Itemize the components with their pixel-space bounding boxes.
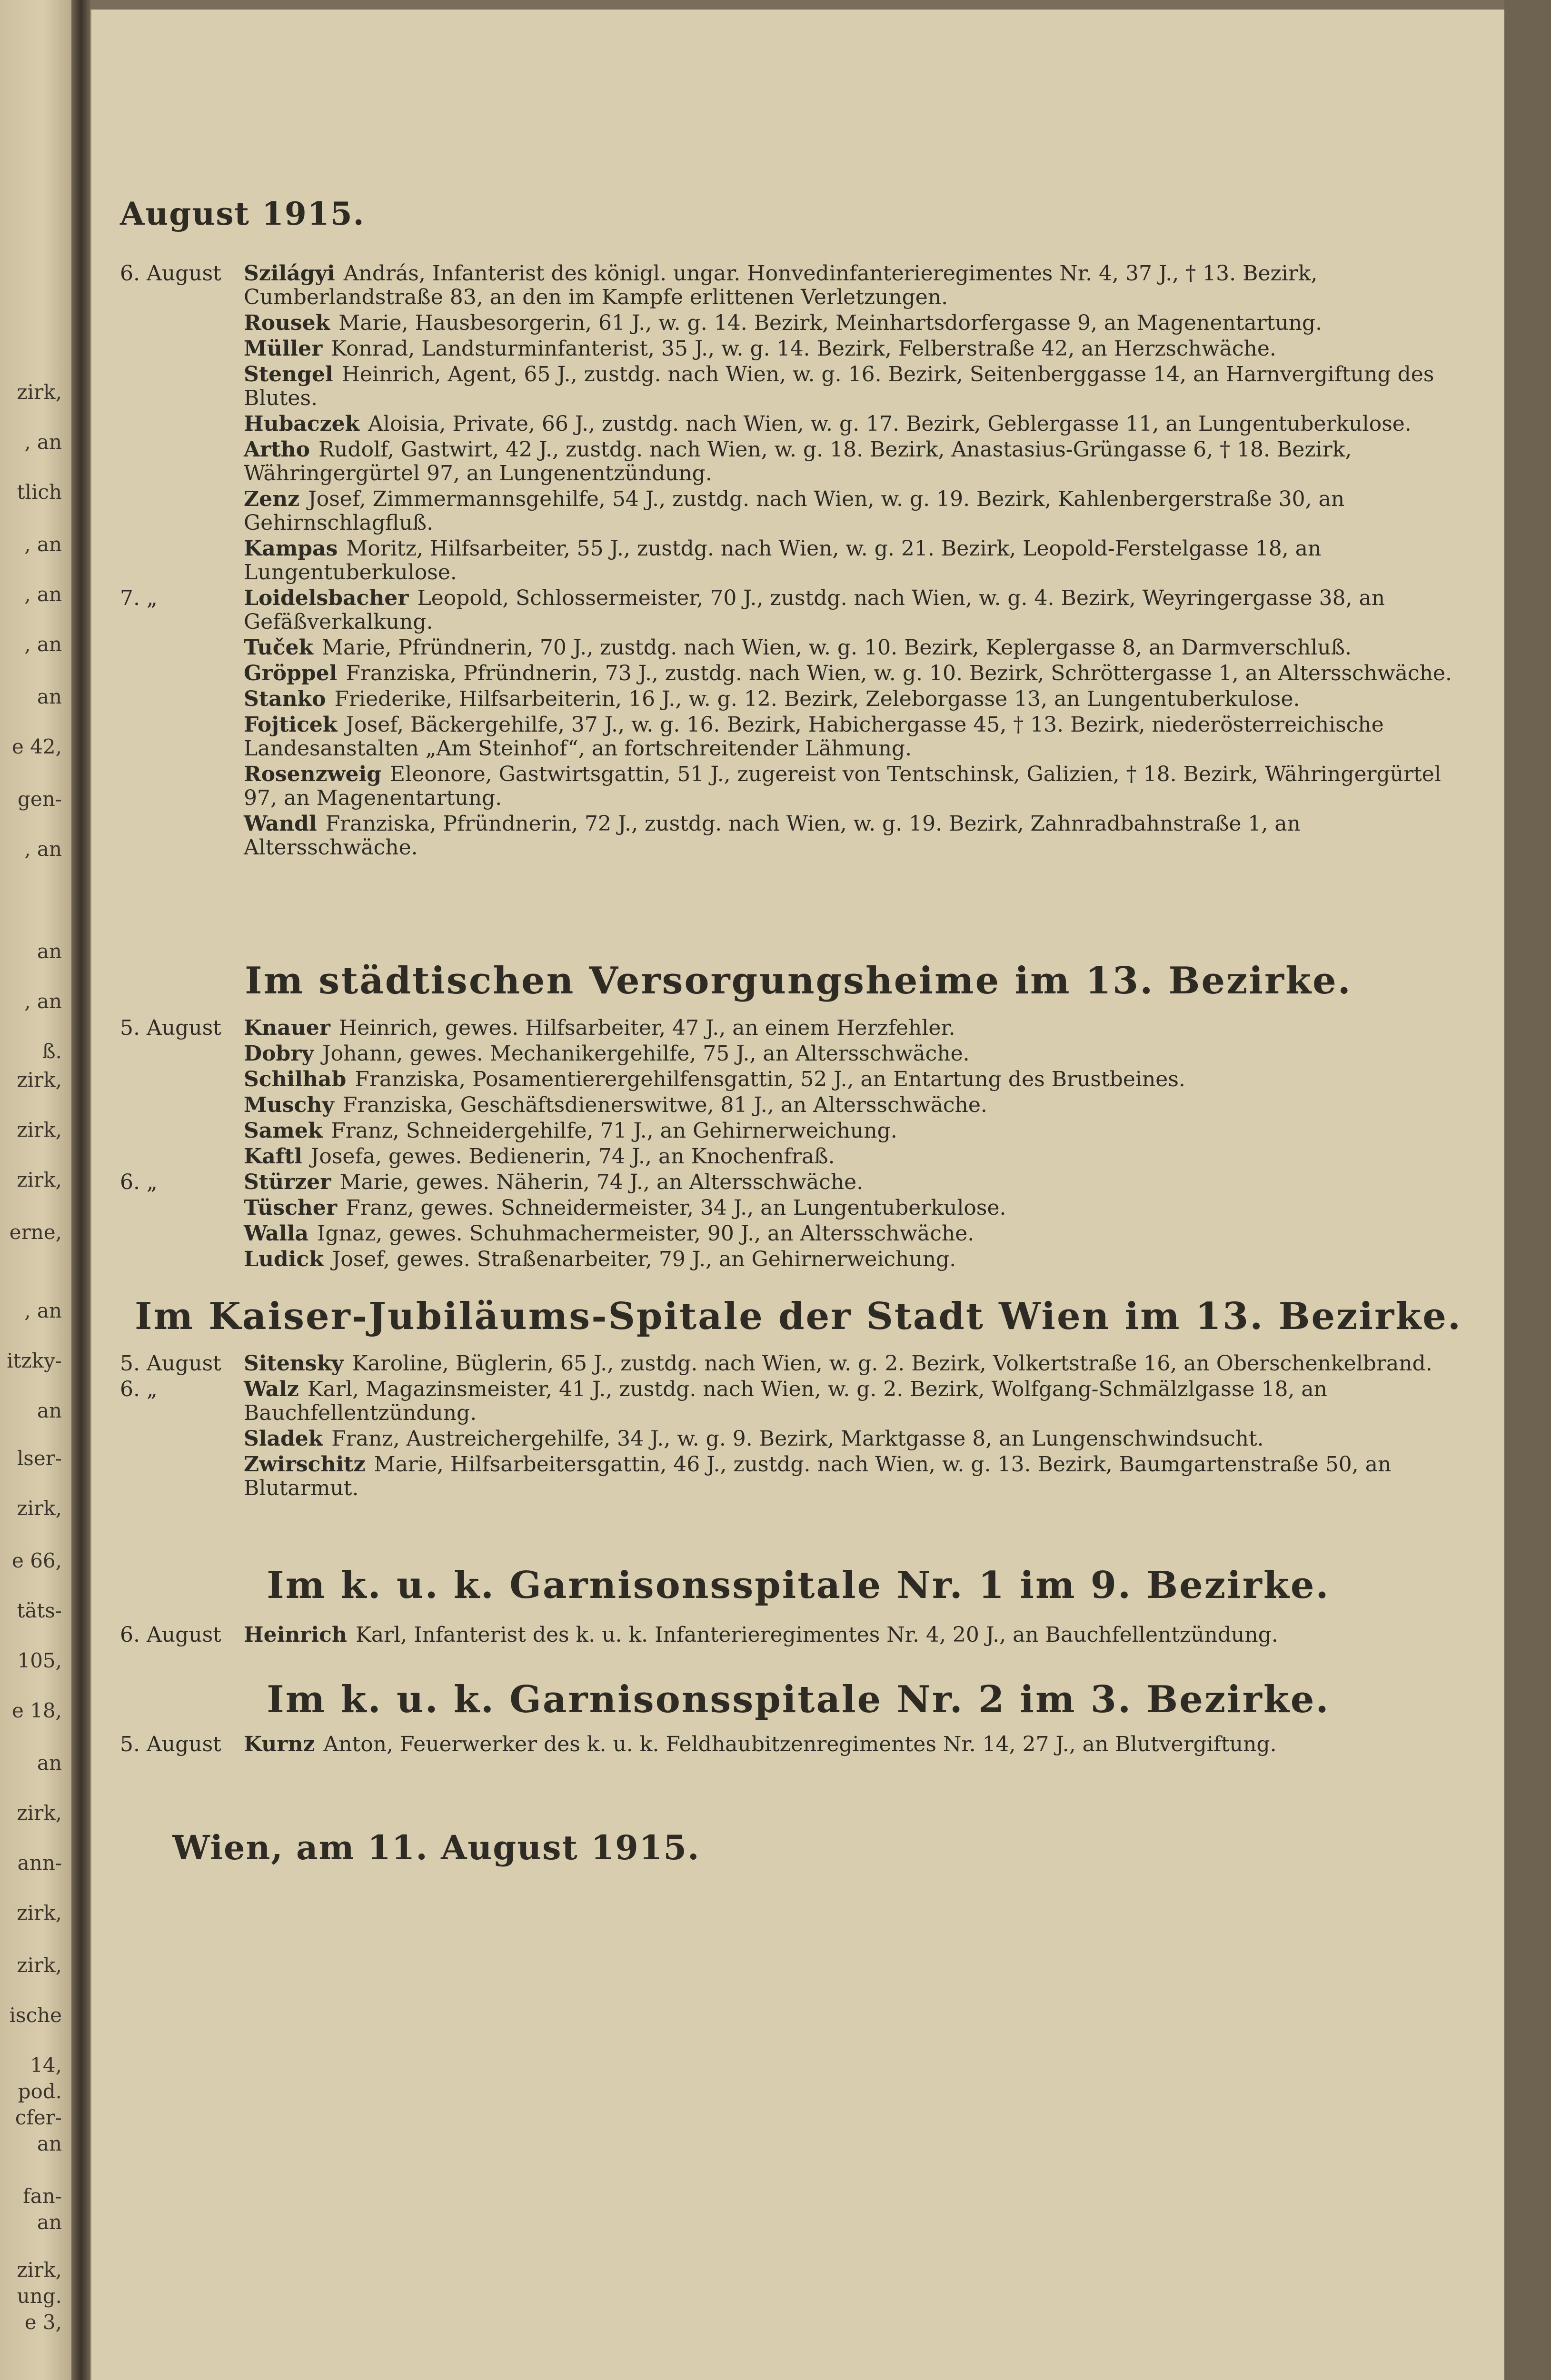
register-entry	[120, 311, 1453, 335]
facing-page-fragment: , an	[24, 633, 62, 656]
deceased-surname: Sladek	[244, 1427, 323, 1451]
deceased-surname: Stürzer	[244, 1170, 331, 1194]
facing-page-fragment: zirk,	[17, 2258, 62, 2281]
facing-page-fragment: ung.	[17, 2284, 62, 2308]
register-entry	[120, 1378, 1453, 1425]
facing-page-fragment: an	[37, 2132, 62, 2155]
deceased-surname: Tuček	[244, 635, 313, 660]
entry-details: Karl, Infanterist des k. u. k. Infanterieregimentes Nr. 4, 20 J., an Bauchfellentzündung.	[355, 1623, 1278, 1647]
deceased-surname: Muschy	[244, 1093, 334, 1117]
register-entry	[120, 363, 1453, 410]
register-entry	[120, 1222, 1453, 1246]
entry-details: Franz, gewes. Schneidermeister, 34 J., an Lungentuberkulose.	[346, 1196, 1006, 1220]
entry-details: Josef, gewes. Straßenarbeiter, 79 J., an Gehirnerweichung.	[332, 1247, 956, 1271]
register-entry	[120, 412, 1453, 436]
entry-details: Josefa, gewes. Bedienerin, 74 J., an Knochenfraß.	[310, 1144, 835, 1169]
entry-date: 6. August	[120, 1623, 221, 1647]
entry-details: Johann, gewes. Mechanikergehilfe, 75 J., an Altersschwäche.	[322, 1041, 970, 1066]
register-entry	[120, 763, 1453, 810]
facing-page-fragment: zirk,	[17, 1901, 62, 1924]
entry-date: 7. „	[120, 586, 158, 610]
register-entry	[120, 1248, 1453, 1271]
register-entry	[120, 713, 1453, 761]
entry-date: 5. August	[120, 1732, 221, 1756]
entry-date: 6. „	[120, 1377, 158, 1401]
register-entry	[120, 1196, 1453, 1220]
deceased-surname: Kaftl	[244, 1144, 302, 1169]
register-entry	[120, 1453, 1453, 1500]
facing-page-fragment: ann-	[17, 1851, 62, 1874]
deceased-surname: Rousek	[244, 311, 330, 335]
register-entry	[120, 1733, 1453, 1756]
deceased-surname: Loidelsbacher	[244, 586, 409, 610]
deceased-surname: Walla	[244, 1221, 309, 1246]
facing-page-fragment: , an	[24, 837, 62, 861]
facing-page-fragment: zirk,	[17, 1801, 62, 1825]
register-entry	[120, 586, 1453, 634]
book-gutter	[71, 0, 90, 2380]
section-title-garnisonsspital-2: Im k. u. k. Garnisonsspitale Nr. 2 im 3. Bezirke.	[267, 1678, 1330, 1721]
entry-details: Franziska, Pfründnerin, 72 J., zustdg. nach Wien, w. g. 19. Bezirk, Zahnradbahnstraße 1, an Altersschwäche.	[244, 812, 1301, 860]
entry-details: Josef, Zimmermannsgehilfe, 54 J., zustdg. nach Wien, w. g. 19. Bezirk, Kahlenbergerstraße 30, an Gehirnschlagfluß.	[244, 487, 1345, 535]
register-entry	[120, 1093, 1453, 1117]
register-entry	[120, 438, 1453, 486]
facing-page-fragment: zirk,	[17, 1497, 62, 1520]
register-entry	[120, 1042, 1453, 1066]
deceased-surname: Zenz	[244, 487, 300, 511]
entry-details: Friederike, Hilfsarbeiterin, 16 J., w. g. 12. Bezirk, Zeleborgasse 13, an Lungentuberkulose.	[334, 687, 1300, 711]
register-entry	[120, 262, 1453, 309]
deceased-surname: Stengel	[244, 362, 333, 387]
deceased-surname: Rosenzweig	[244, 762, 382, 786]
entry-details: Ignaz, gewes. Schuhmachermeister, 90 J., an Altersschwäche.	[317, 1221, 974, 1246]
register-entry	[120, 1352, 1453, 1376]
entry-details: Marie, gewes. Näherin, 74 J., an Altersschwäche.	[339, 1170, 864, 1194]
entry-details: Franziska, Geschäftsdienerswitwe, 81 J., an Altersschwäche.	[342, 1093, 987, 1117]
facing-page-fragment: , an	[24, 583, 62, 606]
facing-page-fragment: an	[37, 685, 62, 708]
entry-details: Marie, Pfründnerin, 70 J., zustdg. nach Wien, w. g. 10. Bezirk, Keplergasse 8, an Darmverschluß.	[321, 635, 1352, 660]
facing-page-fragment: zirk,	[17, 1118, 62, 1141]
register-entry	[120, 1145, 1453, 1169]
entry-details: Konrad, Landsturminfanterist, 35 J., w. g. 14. Bezirk, Felberstraße 42, an Herzschwäche.	[331, 337, 1276, 361]
death-register-group-4	[120, 1623, 1453, 1649]
facing-page-edge	[0, 0, 71, 2380]
deceased-surname: Wandl	[244, 812, 317, 836]
facing-page-fragment: e 18,	[12, 1699, 62, 1722]
deceased-surname: Kurnz	[244, 1732, 315, 1756]
deceased-surname: Hubaczek	[244, 412, 360, 436]
facing-page-fragment: an	[37, 2211, 62, 2234]
facing-page-fragment: erne,	[9, 1220, 62, 1244]
register-entry	[120, 1016, 1453, 1040]
entry-details: Aloisia, Private, 66 J., zustdg. nach Wien, w. g. 17. Bezirk, Geblergasse 11, an Lungentuberkulose.	[368, 412, 1412, 436]
facing-page-fragment: e 3,	[24, 2311, 62, 2334]
facing-page-fragment: ß.	[42, 1040, 62, 1063]
facing-page-fragment: , an	[24, 533, 62, 556]
facing-page-fragment: 14,	[30, 2053, 62, 2077]
entry-details: Franz, Schneidergehilfe, 71 J., an Gehirnerweichung.	[331, 1119, 897, 1143]
deceased-surname: Artho	[244, 437, 310, 462]
signoff-date: Wien, am 11. August 1915.	[172, 1828, 700, 1867]
entry-details: Josef, Bäckergehilfe, 37 J., w. g. 16. Bezirk, Habichergasse 45, † 13. Bezirk, niederösterreichische Landesanstalten „Am Steinhof“, an fortschreitender Lähmung.	[244, 713, 1384, 761]
facing-page-fragment: zirk,	[17, 380, 62, 404]
deceased-surname: Tüscher	[244, 1196, 338, 1220]
entry-date: 6. „	[120, 1170, 158, 1194]
deceased-surname: Samek	[244, 1119, 323, 1143]
section-title-kaiser-jubilaeums-spital: Im Kaiser-Jubiläums-Spitale der Stadt Wien im 13. Bezirke.	[134, 1295, 1462, 1338]
deceased-surname: Ludick	[244, 1247, 324, 1271]
deceased-surname: Stanko	[244, 687, 326, 711]
entry-details: Leopold, Schlossermeister, 70 J., zustdg. nach Wien, w. g. 4. Bezirk, Weyringergasse 38, an Gefäßverkalkung.	[244, 586, 1385, 634]
facing-page-fragment: zirk,	[17, 1954, 62, 1977]
register-entry	[120, 487, 1453, 535]
facing-page-fragment: gen-	[18, 787, 62, 811]
register-entry	[120, 687, 1453, 711]
facing-page-fragment: , an	[24, 1299, 62, 1322]
facing-page-fragment: , an	[24, 430, 62, 454]
entry-details: Karl, Magazinsmeister, 41 J., zustdg. nach Wien, w. g. 2. Bezirk, Wolfgang-Schmälzlgasse 18, an Bauchfellentzündung.	[244, 1377, 1327, 1425]
register-entry	[120, 1170, 1453, 1194]
deceased-surname: Sitensky	[244, 1351, 344, 1376]
deceased-surname: Knauer	[244, 1016, 330, 1040]
entry-details: Rudolf, Gastwirt, 42 J., zustdg. nach Wien, w. g. 18. Bezirk, Anastasius-Grüngasse 6, † 18. Bezirk, Währingergürtel 97, an Lungenentzündung.	[244, 437, 1352, 486]
facing-page-fragment: fan-	[23, 2184, 62, 2208]
facing-page-fragment: itzky-	[7, 1349, 62, 1372]
register-entry	[120, 537, 1453, 585]
entry-details: Heinrich, Agent, 65 J., zustdg. nach Wien, w. g. 16. Bezirk, Seitenberggasse 14, an Harnvergiftung des Blutes.	[244, 362, 1434, 410]
entry-details: Franziska, Posamentierergehilfensgattin, 52 J., an Entartung des Brustbeines.	[355, 1067, 1185, 1091]
deceased-surname: Gröppel	[244, 661, 338, 685]
facing-page-fragment: e 66,	[12, 1549, 62, 1572]
deceased-surname: Heinrich	[244, 1623, 347, 1647]
entry-details: Heinrich, gewes. Hilfsarbeiter, 47 J., an einem Herzfehler.	[338, 1016, 955, 1040]
death-register-group-3	[120, 1352, 1453, 1502]
entry-details: Marie, Hilfsarbeitersgattin, 46 J., zustdg. nach Wien, w. g. 13. Bezirk, Baumgartenstraße 50, an Blutarmut.	[244, 1452, 1392, 1500]
entry-date: 5. August	[120, 1016, 221, 1040]
register-entry	[120, 662, 1453, 685]
facing-page-fragment: lser-	[17, 1447, 62, 1470]
entry-details: Marie, Hausbesorgerin, 61 J., w. g. 14. Bezirk, Meinhartsdorfergasse 9, an Magenentartung.	[338, 311, 1322, 335]
entry-date: 5. August	[120, 1351, 221, 1376]
entry-details: Anton, Feuerwerker des k. u. k. Feldhaubitzenregimentes Nr. 14, 27 J., an Blutvergiftung.	[323, 1732, 1277, 1756]
register-entry	[120, 636, 1453, 660]
facing-page-fragment: an	[37, 1399, 62, 1422]
document-page	[90, 10, 1505, 2380]
facing-page-fragment: an	[37, 1751, 62, 1775]
entry-details: András, Infanterist des königl. ungar. Honvedinfanterieregimentes Nr. 4, 37 J., † 13. Bezirk, Cumberlandstraße 83, an den im Kampfe erlittenen Verletzungen.	[244, 261, 1318, 309]
entry-details: Franziska, Pfründnerin, 73 J., zustdg. nach Wien, w. g. 10. Bezirk, Schröttergasse 1, an Altersschwäche.	[346, 661, 1452, 685]
register-entry	[120, 337, 1453, 361]
facing-page-fragment: an	[37, 940, 62, 963]
entry-details: Eleonore, Gastwirtsgattin, 51 J., zugereist von Tentschinsk, Galizien, † 18. Bezirk, Währingergürtel 97, an Magenentartung.	[244, 762, 1441, 810]
register-entry	[120, 1427, 1453, 1451]
deceased-surname: Walz	[244, 1377, 299, 1401]
entry-details: Moritz, Hilfsarbeiter, 55 J., zustdg. nach Wien, w. g. 21. Bezirk, Leopold-Ferstelgasse 18, an Lungentuberkulose.	[244, 536, 1322, 585]
deceased-surname: Müller	[244, 337, 323, 361]
entry-details: Franz, Austreichergehilfe, 34 J., w. g. 9. Bezirk, Marktgasse 8, an Lungenschwindsucht.	[331, 1427, 1264, 1451]
facing-page-fragment: cfer-	[15, 2106, 62, 2129]
register-entry	[120, 1068, 1453, 1091]
facing-page-fragment: e 42,	[12, 735, 62, 758]
facing-page-fragment: pod.	[18, 2080, 62, 2103]
deceased-surname: Schilhab	[244, 1067, 347, 1091]
deceased-surname: Fojticek	[244, 713, 338, 737]
page-date-heading: August 1915.	[120, 195, 365, 232]
facing-page-fragment: , an	[24, 990, 62, 1013]
register-entry	[120, 1623, 1453, 1647]
entry-details: Karoline, Büglerin, 65 J., zustdg. nach Wien, w. g. 2. Bezirk, Volkertstraße 16, an Oberschenkelbrand.	[352, 1351, 1432, 1376]
facing-page-fragment: zirk,	[17, 1168, 62, 1191]
death-register-group-5	[120, 1733, 1453, 1758]
facing-page-fragment: täts-	[17, 1599, 62, 1622]
register-entry	[120, 812, 1453, 860]
facing-page-fragment: ische	[9, 2003, 62, 2027]
facing-page-fragment: 105,	[17, 1649, 62, 1672]
death-register-group-1	[120, 262, 1453, 862]
section-title-garnisonsspital-1: Im k. u. k. Garnisonsspitale Nr. 1 im 9. Bezirke.	[267, 1564, 1330, 1607]
death-register-group-2	[120, 1016, 1453, 1273]
facing-page-fragment: tlich	[17, 480, 62, 504]
section-title-versorgungsheim: Im städtischen Versorgungsheime im 13. Bezirke.	[245, 959, 1352, 1002]
deceased-surname: Szilágyi	[244, 261, 335, 286]
scan-background-edge	[1504, 0, 1551, 2380]
entry-date: 6. August	[120, 261, 221, 286]
register-entry	[120, 1119, 1453, 1143]
deceased-surname: Dobry	[244, 1041, 314, 1066]
deceased-surname: Zwirschitz	[244, 1452, 366, 1477]
facing-page-fragment: zirk,	[17, 1068, 62, 1091]
deceased-surname: Kampas	[244, 536, 338, 561]
